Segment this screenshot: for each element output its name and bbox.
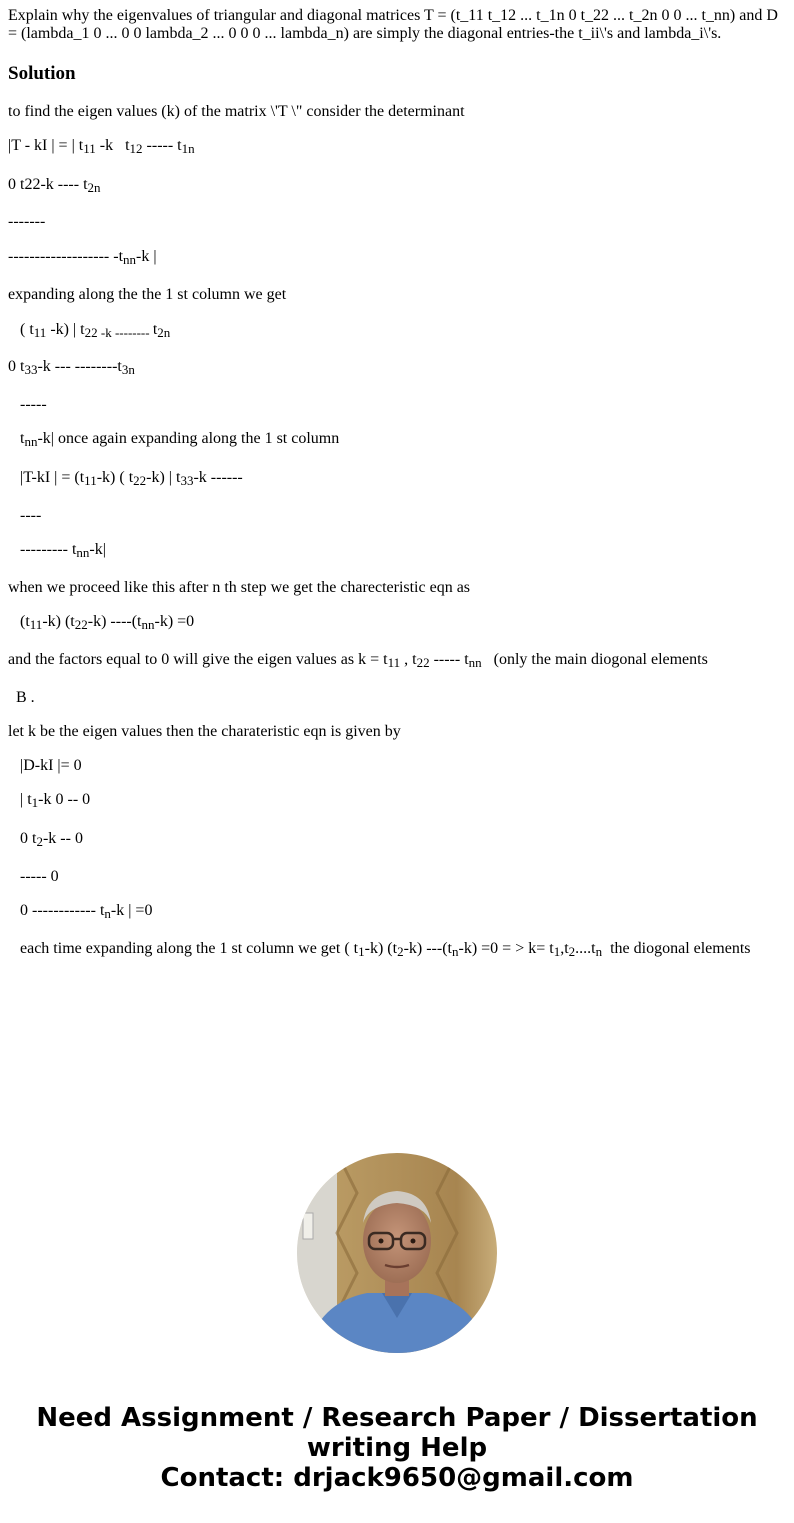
subscript: nn (76, 545, 90, 560)
subscript: 2 (397, 944, 404, 959)
subscript: nn (141, 617, 155, 632)
solution-step: ------------------- $-t_{nn}-k$ | (8, 248, 157, 267)
solution-step: $(t_{11}-k)$ $(t_{22}-k)$ $----(t_{nn}-k) =0$ (8, 613, 195, 632)
subscript: 11 (83, 141, 96, 156)
subscript: 33 (180, 473, 194, 488)
solution-step: | $t_1-k$ 0 -- 0 (8, 791, 91, 810)
solution-step: ( $t_{11}$ -k) | $t_{22 -k --------}$ $t_{2n}$ (8, 321, 171, 340)
solution-step: B . (8, 689, 35, 706)
solution-step: 0 $t_{33}-k$ --- $--------t_{3n}$ (8, 358, 135, 377)
subscript: 2 (36, 834, 43, 849)
subscript: 2n (157, 325, 171, 340)
subscript: 22 (74, 617, 88, 632)
subscript: 12 (129, 141, 143, 156)
solution-step: |D-kI |= 0 (8, 757, 82, 774)
subscript: n (451, 944, 459, 959)
promo-contact: Contact: drjack9650@gmail.com (160, 1463, 634, 1493)
subscript: nn (123, 252, 137, 267)
solution-step: when we proceed like this after n th step we get the charecteristic eqn as (8, 579, 471, 596)
subscript: 22 -k -------- (84, 325, 153, 340)
subscript: 11 (33, 325, 47, 340)
solution-step: each time expanding along the 1 st column we get ( $t_1-k$) $(t_2-k)$ $---(t_n-k) =0$ = > $k= t_1,t_2....t_n$ the diogonal elements (8, 940, 751, 959)
subscript: 1n (181, 141, 195, 156)
subscript: 11 (387, 655, 401, 670)
subscript: 1 (553, 944, 561, 959)
subscript: 11 (84, 473, 97, 488)
subscript: 22 (133, 473, 147, 488)
solution-step: 0 $t_2-k -- 0$ (8, 830, 83, 849)
subscript: 22 (416, 655, 430, 670)
subscript: 2n (87, 180, 101, 195)
solution-step: $t_{nn}-k|$ once again expanding along the 1 st column (8, 430, 340, 449)
subscript: nn (468, 655, 482, 670)
solution-step: ---- (8, 507, 42, 524)
question-text: Explain why the eigenvalues of triangular and diagonal matrices T = (t_11 t_12 ... t_1n 0 t_22 ... t_2n 0 0 ... t_nn) and D = (lambda_1 0 ... 0 0 lambda_2 ... 0 0 0 ... lambda_n) are simply the diagonal entries-the t_ii\'s and lambda_i\'s. (8, 7, 778, 42)
subscript: 2 (568, 944, 576, 959)
subscript: 1 (358, 944, 365, 959)
subscript: 11 (29, 617, 43, 632)
promo-line-1: Need Assignment / Research Paper / Dissertation (36, 1403, 758, 1433)
solution-step: to find the eigen values (k) of the matrix \'T \" consider the determinant (8, 103, 465, 120)
solution-step: and the factors equal to 0 will give the eigen values as $k = t_{11}$ , $t_{22}$ ----- $t_{nn}$ (only the main diogonal elements (8, 651, 708, 670)
document-body (0, 0, 794, 86)
subscript: n (595, 944, 603, 959)
subscript: 3n (121, 362, 135, 377)
author-photo-illustration (297, 1153, 497, 1353)
solution-step: |T-kI | = $(t_{11}-k)$ ( $t_{22}-k$) | $t_{33}-k$ ------ (8, 469, 243, 488)
solution-heading: Solution (8, 63, 76, 84)
solution-step: ----- 0 (8, 868, 59, 885)
solution-step: ----- (8, 396, 47, 413)
solution-step: ------- (8, 213, 46, 230)
solution-step: |T - kI | = | $t_{11}$ -k $t_{12}$ ----- $t_{1n}$ (8, 137, 195, 156)
subscript: nn (24, 434, 38, 449)
subscript: 1 (31, 795, 39, 810)
solution-step: let k be the eigen values then the charateristic eqn is given by (8, 723, 401, 740)
subscript: 33 (24, 362, 38, 377)
solution-step: --------- $t_{nn}-k|$ (8, 541, 106, 560)
solution-step: expanding along the the 1 st column we get (8, 286, 287, 303)
solution-step: 0 ------------ $t_n-k$ | =0 (8, 902, 153, 921)
solution-step: 0 t22-k ---- $t_{2n}$ (8, 176, 101, 195)
promo-footer (0, 1403, 794, 1493)
promo-line-2: writing Help (306, 1433, 488, 1463)
subscript: n (104, 906, 111, 921)
author-avatar (297, 1153, 497, 1353)
